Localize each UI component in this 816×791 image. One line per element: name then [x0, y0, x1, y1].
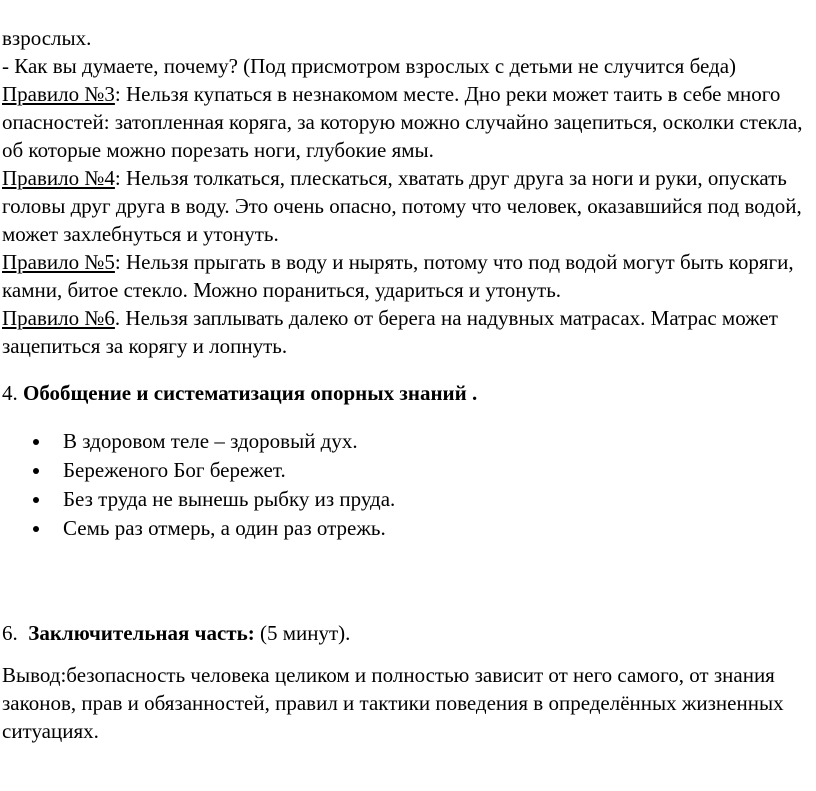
rule-4-sep: :	[114, 166, 121, 190]
proverb-text: Семь раз отмерь, а один раз отрежь.	[63, 516, 386, 540]
rule-3-text: Нельзя купаться в незнакомом месте. Дно реки может таить в себе много опасностей: затопленная коряга, за которую можно случайно зацепиться, осколки стекла, об которые можно порезать ноги, глубокие ямы.	[2, 82, 803, 162]
rule-3	[2, 80, 814, 164]
rule-6	[2, 304, 814, 360]
document-page	[2, 24, 814, 745]
proverb-list	[2, 427, 814, 543]
rule-4-label: Правило №4	[2, 166, 115, 190]
conclusion-paragraph: Вывод:безопасность человека целиком и полностью зависит от него самого, от знания законов, прав и обязанностей, правил и тактики поведения в определённых жизненных ситуациях.	[2, 663, 784, 743]
bullet-icon	[33, 439, 39, 445]
list-item	[2, 485, 814, 514]
section-4-title: Обобщение и систематизация опорных знаний .	[23, 381, 478, 405]
rule-3-sep: :	[114, 82, 121, 106]
section-4-heading	[2, 379, 814, 407]
rule-6-label: Правило №6	[2, 306, 115, 330]
section-6-number: 6.	[2, 621, 29, 645]
list-item	[2, 456, 814, 485]
rule-5-sep: :	[114, 250, 121, 274]
rule-5-text: Нельзя прыгать в воду и нырять, потому что под водой могут быть коряги, камни, битое стекло. Можно пораниться, удариться и утонуть.	[2, 250, 794, 302]
intro-line-1: взрослых.	[2, 26, 92, 50]
list-item	[2, 427, 814, 456]
bullet-icon	[33, 526, 39, 532]
rule-5-label: Правило №5	[2, 250, 115, 274]
rule-5	[2, 248, 814, 304]
rule-4-text: Нельзя толкаться, плескаться, хватать друг друга за ноги и руки, опускать головы друг друга в воду. Это очень опасно, потому что человек, оказавшийся под водой, может захлебнуться и утонуть.	[2, 166, 802, 246]
bullet-icon	[33, 497, 39, 503]
section-6-heading	[2, 619, 814, 647]
section-6-title: Заключительная часть:	[28, 621, 255, 645]
proverb-text: В здоровом теле – здоровый дух.	[63, 429, 358, 453]
rule-6-text: Нельзя заплывать далеко от берега на надувных матрасах. Матрас может зацепиться за корягу и лопнуть.	[2, 306, 778, 358]
proverb-text: Без труда не вынешь рыбку из пруда.	[63, 487, 396, 511]
bullet-icon	[33, 468, 39, 474]
section-4-number: 4.	[2, 381, 23, 405]
list-item	[2, 514, 814, 543]
proverb-text: Береженого Бог бережет.	[63, 458, 286, 482]
rule-6-sep: .	[114, 306, 121, 330]
section-6-duration: (5 минут).	[254, 621, 351, 645]
rule-3-label: Правило №3	[2, 82, 115, 106]
rule-4	[2, 164, 814, 248]
intro-line-2: - Как вы думаете, почему? (Под присмотром взрослых с детьми не случится беда)	[2, 54, 737, 78]
